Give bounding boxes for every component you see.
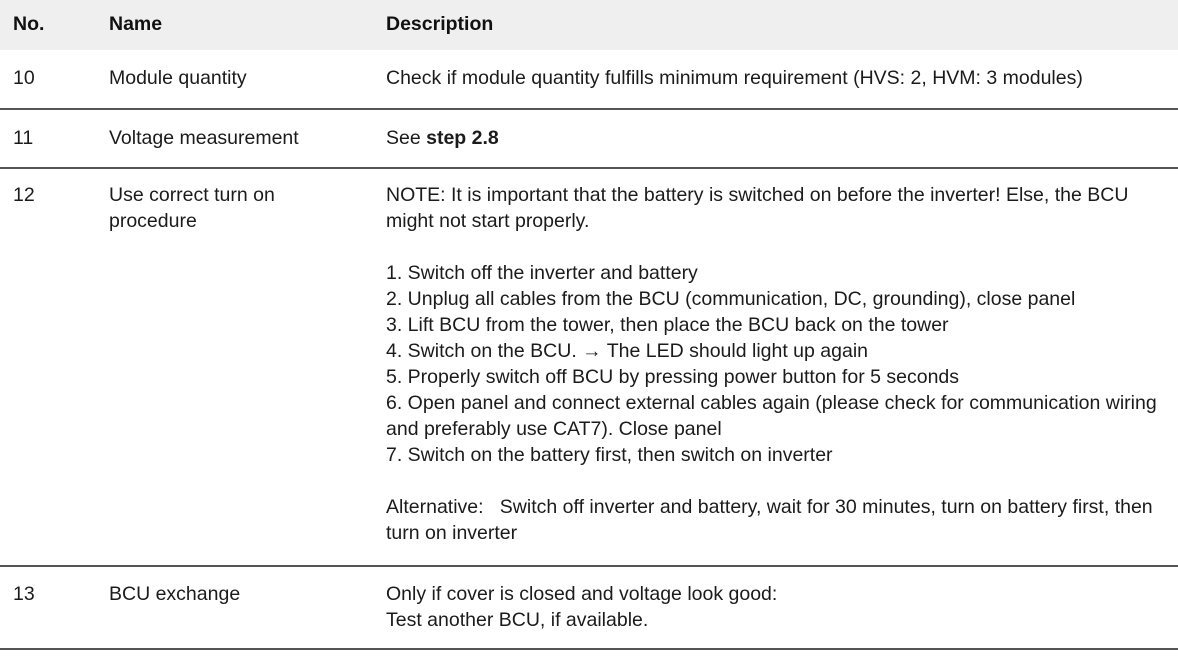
table-row bbox=[0, 567, 1178, 650]
header-no: No. bbox=[13, 13, 45, 35]
header-description: Description bbox=[386, 13, 494, 35]
row-name: BCU exchange bbox=[109, 583, 241, 605]
row-number: 10 bbox=[13, 67, 35, 89]
step-item: 5. Properly switch off BCU by pressing power button for 5 seconds bbox=[386, 366, 960, 388]
row-name: Module quantity bbox=[109, 67, 247, 89]
description-line: Only if cover is closed and voltage look good: bbox=[386, 583, 778, 605]
step-reference: step 2.8 bbox=[426, 127, 499, 149]
description-line: Test another BCU, if available. bbox=[386, 609, 649, 631]
description-prefix: See bbox=[386, 127, 427, 149]
row-description bbox=[386, 182, 1171, 546]
step-item: 7. Switch on the battery first, then switch on inverter bbox=[386, 444, 833, 466]
step-item: 2. Unplug all cables from the BCU (communication, DC, grounding), close panel bbox=[386, 288, 1076, 310]
step-item: 4. Switch on the BCU. → The LED should light up again bbox=[386, 340, 868, 362]
note-text: NOTE: It is important that the battery is switched on before the inverter! Else, the BCU might not start properly. bbox=[386, 184, 1129, 232]
row-name: Use correct turn on procedure bbox=[109, 184, 275, 232]
row-number: 13 bbox=[13, 583, 35, 605]
table-header bbox=[0, 0, 1178, 50]
table-row bbox=[0, 169, 1178, 567]
table-row bbox=[0, 110, 1178, 169]
step-item: 6. Open panel and connect external cables again (please check for communication wiring and preferably use CAT7). Close panel bbox=[386, 392, 1157, 440]
step-item: 3. Lift BCU from the tower, then place the BCU back on the tower bbox=[386, 314, 949, 336]
row-name: Voltage measurement bbox=[109, 127, 299, 149]
row-description bbox=[386, 125, 1171, 151]
row-number: 12 bbox=[13, 184, 35, 206]
alternative-text: Alternative: Switch off inverter and battery, wait for 30 minutes, turn on battery first, then turn on inverter bbox=[386, 496, 1159, 544]
step-item: 1. Switch off the inverter and battery bbox=[386, 262, 698, 284]
header-name: Name bbox=[109, 13, 163, 35]
table-row bbox=[0, 50, 1178, 110]
row-number: 11 bbox=[13, 127, 34, 149]
row-description: Check if module quantity fulfills minimum requirement (HVS: 2, HVM: 3 modules) bbox=[386, 67, 1083, 89]
row-description bbox=[386, 581, 1171, 633]
